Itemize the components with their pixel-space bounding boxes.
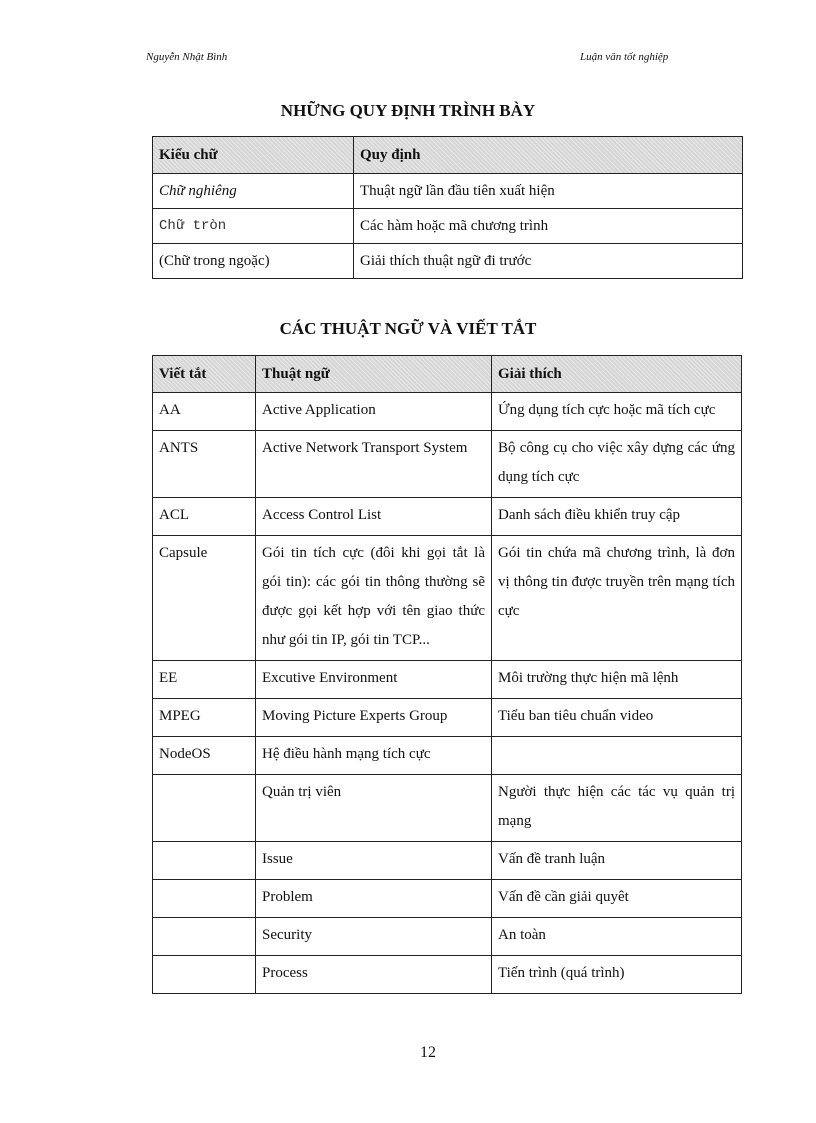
table-cell: (Chữ trong ngoặc) xyxy=(153,244,354,279)
table-cell: ACL xyxy=(153,498,256,536)
table-cell xyxy=(153,880,256,918)
section-title-conventions: NHỮNG QUY ĐỊNH TRÌNH BÀY xyxy=(280,101,536,120)
table-cell: Tiểu ban tiêu chuẩn video xyxy=(492,699,742,737)
table-cell: Vấn đề tranh luận xyxy=(492,842,742,880)
table-row xyxy=(153,209,743,244)
conventions-table xyxy=(152,136,743,279)
column-header: Giải thích xyxy=(492,356,742,393)
table-cell: Gói tin tích cực (đôi khi gọi tắt là gói tin): các gói tin thông thường sẽ được gọi kết hợp với tên giao thức như gói tin IP, gói tin TCP... xyxy=(256,536,492,661)
table-cell: Giải thích thuật ngữ đi trước xyxy=(354,244,743,279)
table-row xyxy=(153,661,742,699)
table-cell: An toàn xyxy=(492,918,742,956)
table-cell xyxy=(153,918,256,956)
table-cell: Problem xyxy=(256,880,492,918)
table-cell: Security xyxy=(256,918,492,956)
table-row xyxy=(153,918,742,956)
table-header-row xyxy=(153,356,742,393)
table-row xyxy=(153,842,742,880)
table-cell: Gói tin chứa mã chương trình, là đơn vị thông tin được truyền trên mạng tích cực xyxy=(492,536,742,661)
table-cell: Issue xyxy=(256,842,492,880)
table-row xyxy=(153,174,743,209)
table-cell: Access Control List xyxy=(256,498,492,536)
table-cell: Môi trường thực hiện mã lệnh xyxy=(492,661,742,699)
table-cell: Chữ tròn xyxy=(153,209,354,244)
table-row xyxy=(153,956,742,994)
table-cell: Các hàm hoặc mã chương trình xyxy=(354,209,743,244)
table-cell: Process xyxy=(256,956,492,994)
table-cell: ANTS xyxy=(153,431,256,498)
table-cell: NodeOS xyxy=(153,737,256,775)
table-row xyxy=(153,775,742,842)
table-cell: Người thực hiện các tác vụ quản trị mạng xyxy=(492,775,742,842)
page-number: 12 xyxy=(420,1044,436,1061)
section-title-glossary: CÁC THUẬT NGỮ VÀ VIẾT TẮT xyxy=(279,319,537,338)
table-row xyxy=(153,244,743,279)
table-row xyxy=(153,737,742,775)
table-cell: AA xyxy=(153,393,256,431)
table-cell: Excutive Environment xyxy=(256,661,492,699)
glossary-table xyxy=(152,355,742,994)
column-header: Kiểu chữ xyxy=(153,137,354,174)
column-header: Viết tắt xyxy=(153,356,256,393)
table-header-row xyxy=(153,137,743,174)
table-cell: Danh sách điều khiển truy cập xyxy=(492,498,742,536)
table-cell: Hệ điều hành mạng tích cực xyxy=(256,737,492,775)
table-cell: Capsule xyxy=(153,536,256,661)
table-cell: Quản trị viên xyxy=(256,775,492,842)
table-cell: Active Application xyxy=(256,393,492,431)
table-row xyxy=(153,699,742,737)
table-cell: Active Network Transport System xyxy=(256,431,492,498)
table-row xyxy=(153,393,742,431)
table-cell xyxy=(153,842,256,880)
table-cell: Thuật ngữ lần đầu tiên xuất hiện xyxy=(354,174,743,209)
table-cell xyxy=(153,775,256,842)
table-cell: Bộ công cụ cho việc xây dựng các ứng dụng tích cực xyxy=(492,431,742,498)
table-cell: Vấn đề cần giải quyêt xyxy=(492,880,742,918)
table-cell: MPEG xyxy=(153,699,256,737)
column-header: Quy định xyxy=(354,137,743,174)
table-cell: Ứng dụng tích cực hoặc mã tích cực xyxy=(492,393,742,431)
column-header: Thuật ngữ xyxy=(256,356,492,393)
table-cell: EE xyxy=(153,661,256,699)
table-row xyxy=(153,498,742,536)
table-cell: Moving Picture Experts Group xyxy=(256,699,492,737)
table-cell xyxy=(153,956,256,994)
table-cell xyxy=(492,737,742,775)
running-header-author: Nguyễn Nhật Bình xyxy=(146,51,228,63)
table-row xyxy=(153,431,742,498)
table-row xyxy=(153,880,742,918)
table-cell: Chữ nghiêng xyxy=(153,174,354,209)
table-cell: Tiến trình (quá trình) xyxy=(492,956,742,994)
running-header-doc-type: Luận văn tốt nghiệp xyxy=(580,51,669,63)
table-row xyxy=(153,536,742,661)
